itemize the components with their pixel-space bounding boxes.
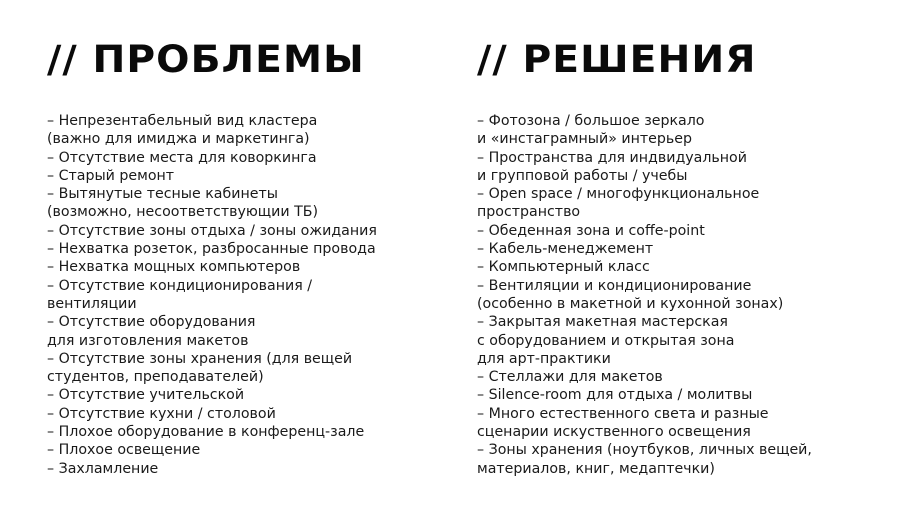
problems-heading: // ПРОБЛЕМЫ — [47, 38, 365, 81]
solutions-column — [477, 36, 877, 478]
problem-line: – Старый ремонт — [47, 167, 175, 184]
solution-line: – Silence-room для отдыха / молитвы — [477, 387, 753, 404]
solutions-heading: // РЕШЕНИЯ — [477, 38, 757, 81]
problems-column — [47, 36, 447, 478]
solution-line: – Кабель-менеджемент — [477, 241, 654, 258]
problem-line: – Непрезентабельный вид кластера — [47, 113, 318, 129]
solution-line: – Много естественного света и разные — [477, 405, 769, 422]
solution-line: материалов, книг, медаптечки) — [477, 460, 715, 477]
problem-line: – Отсутствие зоны отдыха / зоны ожидания — [47, 222, 377, 239]
solution-line: и групповой работы / учебы — [477, 167, 688, 184]
problem-line: – Отсутствие кондиционирования / — [47, 277, 313, 294]
problem-line: – Отсутствие кухни / столовой — [47, 405, 276, 422]
problem-line: (важно для имиджа и маркетинга) — [47, 131, 310, 148]
problem-line: – Плохое оборудование в конференц-зале — [47, 424, 365, 441]
problem-line: – Отсутствие места для коворкинга — [47, 149, 317, 166]
problem-line: студентов, преподавателей) — [47, 369, 264, 386]
problem-line: – Захламление — [47, 460, 159, 477]
solution-line: сценарии искуственного освещения — [477, 424, 751, 441]
problem-line: – Нехватка розеток, разбросанные провода — [47, 241, 376, 258]
problem-line: – Плохое освещение — [47, 442, 201, 459]
solution-line: – Обеденная зона и coffe-point — [477, 222, 705, 239]
solution-line: пространство — [477, 204, 581, 221]
solution-line: и «инстаграмный» интерьер — [477, 131, 693, 148]
solution-line: – Компьютерный класс — [477, 259, 650, 276]
solutions-list — [477, 112, 877, 478]
problems-list — [47, 112, 447, 478]
solution-line: – Пространства для индвидуальной — [477, 149, 747, 166]
solution-line: (особенно в макетной и кухонной зонах) — [477, 295, 784, 312]
solution-line: – Закрытая макетная мастерская — [477, 314, 728, 331]
problem-line: – Отсутствие учительской — [47, 387, 245, 404]
solution-line: для арт-практики — [477, 350, 611, 367]
problem-line: – Отсутствие оборудования — [47, 314, 256, 331]
problem-line: (возможно, несоответствующии ТБ) — [47, 204, 319, 221]
solution-line: – Вентиляции и кондиционирование — [477, 277, 752, 294]
problem-line: – Вытянутые тесные кабинеты — [47, 186, 278, 203]
solution-line: – Стеллажи для макетов — [477, 369, 663, 386]
solution-line: – Фотозона / большое зеркало — [477, 113, 705, 129]
problem-line: – Нехватка мощных компьютеров — [47, 259, 301, 276]
problem-line: вентиляции — [47, 295, 137, 312]
problem-line: – Отсутствие зоны хранения (для вещей — [47, 350, 353, 367]
problem-line: для изготовления макетов — [47, 332, 249, 349]
solution-line: с оборудованием и открытая зона — [477, 332, 735, 349]
solution-line: – Зоны хранения (ноутбуков, личных вещей, — [477, 442, 812, 459]
solution-line: – Open space / многофункциональное — [477, 186, 760, 203]
